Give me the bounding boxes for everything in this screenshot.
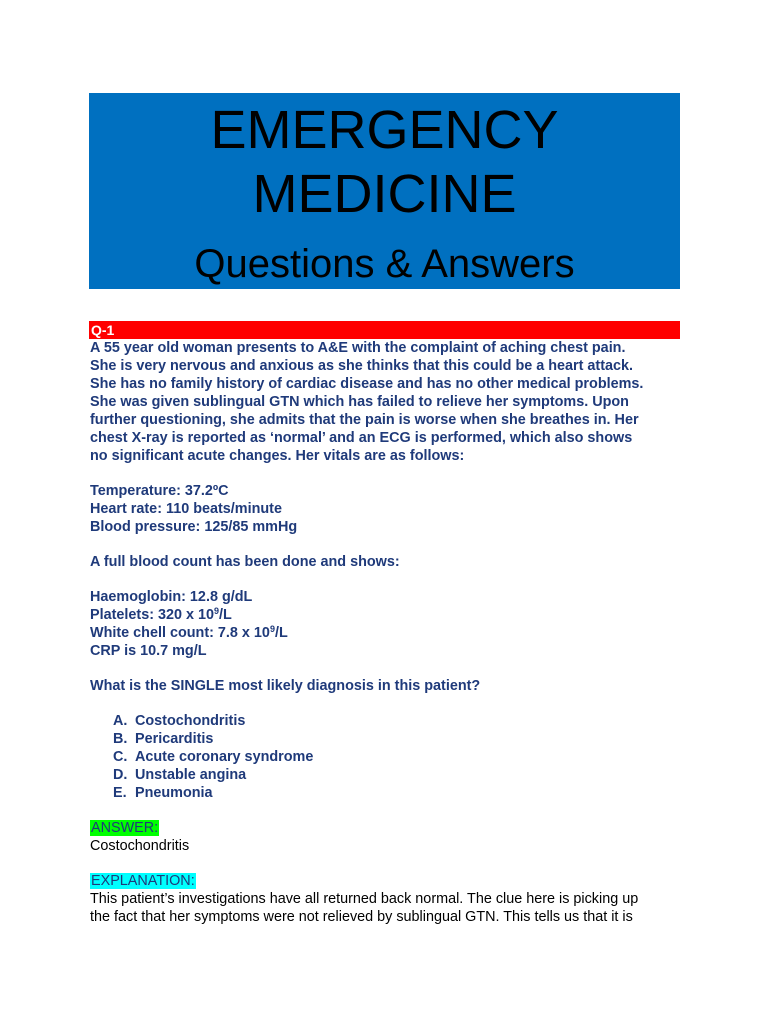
subtitle-questions-answers: Questions & Answers (194, 242, 575, 286)
vital-blood-pressure: Blood pressure: 125/85 mmHg (90, 519, 298, 535)
option-letter: A. (113, 713, 128, 729)
option-text: Costochondritis (135, 713, 246, 729)
option-text: Pneumonia (135, 785, 213, 801)
fbc-intro: A full blood count has been done and shows: (90, 554, 400, 570)
title-banner (89, 93, 680, 289)
title-line-emergency: EMERGENCY (210, 100, 559, 160)
explanation-line: This patient’s investigations have all returned back normal. The clue here is picking up (90, 891, 639, 907)
question-label: Q-1 (91, 322, 115, 338)
vital-temperature: Temperature: 37.2ºC (90, 483, 229, 499)
option-letter: D. (113, 767, 128, 783)
question-content (90, 339, 680, 926)
stem-line: further questioning, she admits that the pain is worse when she breathes in. Her (90, 412, 639, 428)
explanation-heading: EXPLANATION: (91, 873, 195, 889)
stem-line: no significant acute changes. Her vitals are as follows: (90, 448, 465, 464)
option-d (113, 766, 680, 784)
title-line-medicine: MEDICINE (252, 164, 517, 224)
stem-line: She is very nervous and anxious as she thinks that this could be a heart attack. (90, 358, 634, 374)
lab-wcc-exponent: 9 (269, 624, 275, 634)
stem-line: A 55 year old woman presents to A&E with the complaint of aching chest pain. (90, 340, 626, 356)
option-letter: B. (113, 731, 128, 747)
option-text: Pericarditis (135, 731, 214, 747)
stem-line: chest X-ray is reported as ‘normal’ and an ECG is performed, which also shows (90, 430, 633, 446)
option-a (113, 712, 680, 730)
lab-white-cell-count (90, 624, 680, 642)
lab-wcc-value: White chell count: 7.8 x 10 (90, 625, 270, 641)
question-prompt: What is the SINGLE most likely diagnosis in this patient? (90, 678, 481, 694)
option-c (113, 748, 680, 766)
explanation-heading-line (90, 872, 680, 890)
answer-options-list (90, 712, 680, 802)
answer-heading: ANSWER: (91, 820, 159, 836)
question-header-bar (89, 321, 680, 339)
explanation-line: the fact that her symptoms were not relieved by sublingual GTN. This tells us that it is (90, 909, 633, 925)
answer-text: Costochondritis (90, 838, 190, 854)
lab-wcc-unit: /L (274, 625, 288, 641)
option-text: Unstable angina (135, 767, 247, 783)
option-e (113, 784, 680, 802)
lab-haemoglobin: Haemoglobin: 12.8 g/dL (90, 589, 253, 605)
stem-line: She was given sublingual GTN which has failed to relieve her symptoms. Upon (90, 394, 629, 410)
lab-platelets-value: Platelets: 320 x 10 (90, 607, 214, 623)
option-letter: E. (113, 785, 127, 801)
stem-line: She has no family history of cardiac disease and has no other medical problems. (90, 376, 644, 392)
answer-heading-line (90, 819, 680, 837)
option-letter: C. (113, 749, 128, 765)
vital-heart-rate: Heart rate: 110 beats/minute (90, 501, 282, 517)
lab-platelets (90, 606, 680, 624)
lab-crp: CRP is 10.7 mg/L (90, 643, 207, 659)
lab-platelets-exponent: 9 (214, 606, 220, 616)
option-text: Acute coronary syndrome (135, 749, 314, 765)
lab-platelets-unit: /L (219, 607, 232, 623)
option-b (113, 730, 680, 748)
